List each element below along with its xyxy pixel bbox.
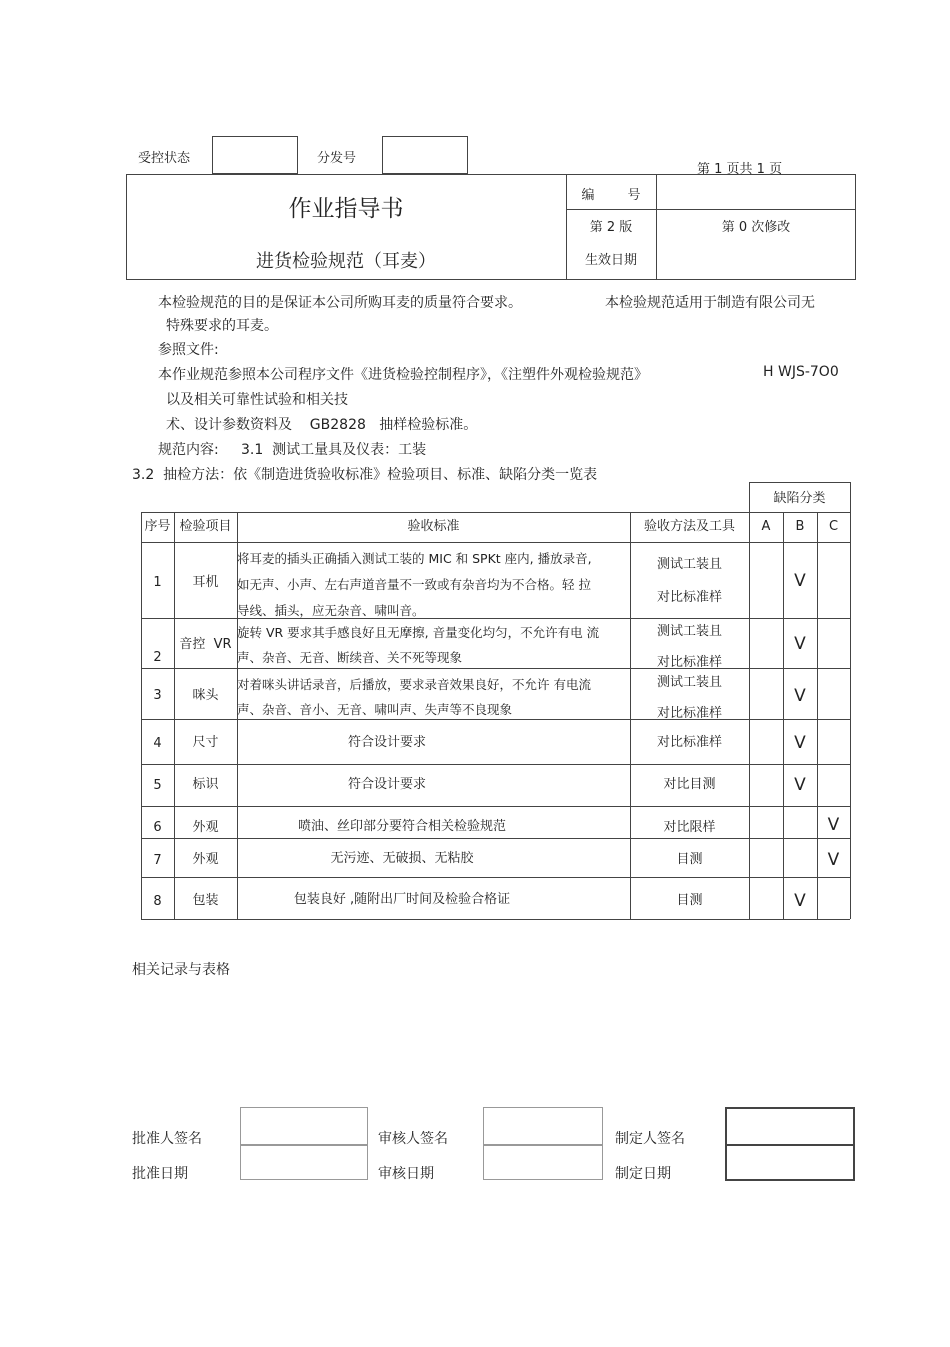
make-date-field[interactable] <box>725 1144 855 1181</box>
effective-date-label: 生效日期 <box>584 253 637 268</box>
reference-label: 参照文件: <box>158 342 219 358</box>
records-label: 相关记录与表格 <box>132 962 230 978</box>
method-header: 验收方法及工具 <box>643 519 735 534</box>
sampling-method-line: 3.2 抽检方法：依《制造进货验收标准》检验项目、标准、缺陷分类一览表 <box>132 467 598 483</box>
scope-text-2: 特殊要求的耳麦。 <box>166 318 278 334</box>
distribution-number-label: 分发号 <box>317 151 357 166</box>
row-standard-line: 符合设计要求 <box>347 777 426 792</box>
item-header: 检验项目 <box>179 519 232 534</box>
row-method-line: 对比标准样 <box>656 735 722 750</box>
reference-text-1: 本作业规范参照本公司程序文件《进货检验控制程序》，《注塑件外观检验规范》 <box>158 367 648 383</box>
row-standard-line: 声、杂音、音小、无音、啸叫声、失声等不良现象 <box>237 702 513 717</box>
spec-content-line: 规范内容: 3.1 测试工量具及仪表：工装 <box>158 442 427 458</box>
reference-code: H WJS-7O0 <box>763 364 839 380</box>
check-mark-b: V <box>794 571 806 591</box>
row-seq: 6 <box>153 820 162 835</box>
row-standard-line: 包装良好 ,随附出厂时间及检验合格证 <box>293 892 511 907</box>
approval-date-label: 批准日期 <box>132 1166 188 1182</box>
row-standard-line: 如无声、小声、左右声道音量不一致或有杂音均为不合格。轻 拉 <box>237 577 591 592</box>
approval-date-field[interactable] <box>240 1145 368 1180</box>
row-method-line: 对比标准样 <box>656 706 722 721</box>
row-seq: 2 <box>153 650 162 665</box>
maker-signature-field[interactable] <box>725 1107 855 1146</box>
row-item: 耳机 <box>192 575 219 590</box>
row-seq: 3 <box>153 688 162 703</box>
check-mark-b: V <box>794 733 806 753</box>
row-standard-line: 无污迹、无破损、无粘胶 <box>330 851 474 866</box>
class-a-header: A <box>761 519 771 534</box>
review-date-field[interactable] <box>483 1145 603 1180</box>
review-date-label: 审核日期 <box>378 1166 434 1182</box>
row-seq: 8 <box>153 894 162 909</box>
check-mark-c: V <box>827 850 840 870</box>
row-seq: 4 <box>153 736 162 751</box>
row-item: 外观 <box>192 852 219 867</box>
row-method-line: 测试工装且 <box>656 675 722 690</box>
row-seq: 5 <box>153 778 162 793</box>
seq-header: 序号 <box>144 519 171 534</box>
control-status-label: 受控状态 <box>138 151 191 166</box>
row-method-line: 目测 <box>676 852 703 867</box>
row-method-line: 对比标准样 <box>656 655 722 670</box>
row-standard-line: 将耳麦的插头正确插入测试工装的 MIC 和 SPKt 座内, 播放录音, <box>237 551 592 566</box>
check-mark-b: V <box>794 891 806 911</box>
distribution-number-field[interactable] <box>382 136 468 174</box>
maker-signature-label: 制定人签名 <box>615 1131 685 1147</box>
scope-text: 本检验规范适用于制造有限公司无 <box>605 295 815 311</box>
check-mark-b: V <box>794 686 806 706</box>
row-method-line: 对比目测 <box>663 777 716 792</box>
defect-class-header: 缺陷分类 <box>773 491 826 506</box>
control-status-field[interactable] <box>212 136 298 174</box>
row-item: 包装 <box>192 893 219 908</box>
check-mark-c: V <box>827 815 840 835</box>
row-standard-line: 导线、插头，应无杂音、啸叫音。 <box>237 603 425 618</box>
row-standard-line: 声、杂音、无音、断续音、关不死等现象 <box>237 650 463 665</box>
version-label: 第 2 版 <box>589 220 633 235</box>
row-item: 标识 <box>192 777 219 792</box>
class-b-header: B <box>795 519 805 534</box>
row-item: 尺寸 <box>192 735 219 750</box>
page-title: 作业指导书 <box>288 196 404 222</box>
page-info: 第 1 页共 1 页 <box>697 162 783 177</box>
title-row-line <box>566 209 856 210</box>
approver-signature-field[interactable] <box>240 1107 368 1145</box>
check-mark-b: V <box>794 775 806 795</box>
reference-text-2: 以及相关可靠性试验和相关技 <box>166 392 348 408</box>
number-label: 编 号 <box>581 188 641 203</box>
reviewer-signature-field[interactable] <box>483 1107 603 1145</box>
row-method-line: 对比标准样 <box>656 590 722 605</box>
row-method-line: 对比限样 <box>663 820 716 835</box>
class-c-header: C <box>828 519 839 534</box>
page-subtitle: 进货检验规范（耳麦） <box>256 251 436 272</box>
approver-signature-label: 批准人签名 <box>132 1131 202 1147</box>
reference-text-3: 术、设计参数资料及 GB2828 抽样检验标准。 <box>166 417 478 433</box>
row-method-line: 测试工装且 <box>656 557 722 572</box>
revision-label: 第 0 次修改 <box>721 220 791 235</box>
row-standard-line: 符合设计要求 <box>347 735 426 750</box>
reviewer-signature-label: 审核人签名 <box>378 1131 448 1147</box>
make-date-label: 制定日期 <box>615 1166 671 1182</box>
row-seq: 1 <box>153 575 162 590</box>
row-item: 外观 <box>192 820 219 835</box>
row-method-line: 目测 <box>676 893 703 908</box>
check-mark-b: V <box>794 634 806 654</box>
row-standard-line: 喷油、丝印部分要符合相关检验规范 <box>297 819 506 834</box>
purpose-text: 本检验规范的目的是保证本公司所购耳麦的质量符合要求。 <box>158 295 522 311</box>
row-method-line: 测试工装且 <box>656 624 722 639</box>
row-item: 咪头 <box>192 688 219 703</box>
row-standard-line: 对着咪头讲话录音，后播放，要求录音效果良好，不允许 有电流 <box>237 677 591 692</box>
row-item: 音控 VR <box>179 637 232 652</box>
row-standard-line: 旋转 VR 要求其手感良好且无摩擦, 音量变化均匀，不允许有电 流 <box>237 625 600 640</box>
row-seq: 7 <box>153 853 162 868</box>
standard-header: 验收标准 <box>407 519 460 534</box>
